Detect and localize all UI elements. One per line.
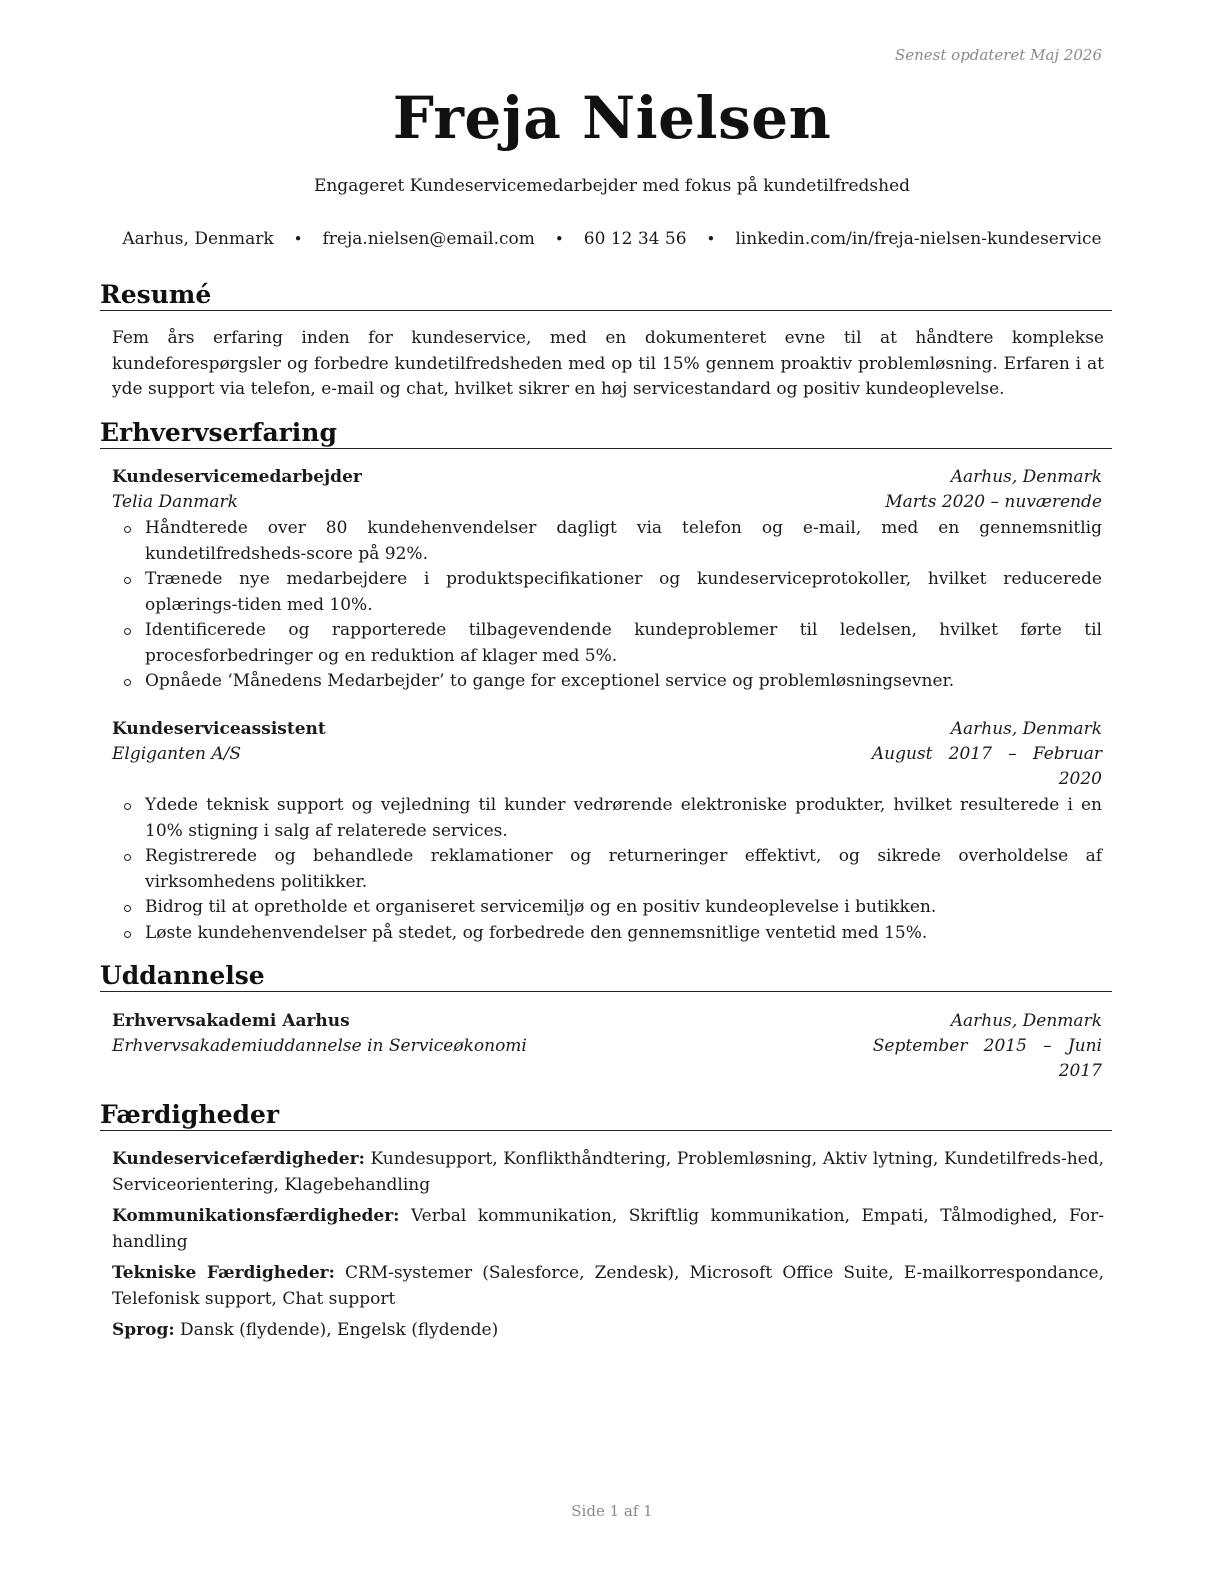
skill-key: Kommunikationsfærdigheder: — [112, 1206, 400, 1226]
circle-bullet-icon — [124, 628, 131, 635]
circle-bullet-icon — [124, 854, 131, 861]
job-2-subheader — [112, 742, 1102, 767]
bullet-separator: • — [293, 230, 303, 248]
last-updated: Senest opdateret Maj 2026 — [894, 46, 1102, 64]
section-title-education: Uddannelse — [100, 961, 1112, 992]
job-2-dates-cont — [112, 767, 1102, 792]
skill-key: Kundeservicefærdigheder: — [112, 1149, 365, 1169]
list-item: Registrerede og behandlede reklamationer og returneringer effektivt, og sikrede overholdelse af virksomhedens politikker. — [112, 844, 1102, 895]
circle-bullet-icon — [124, 577, 131, 584]
contact-email[interactable]: freja.nielsen@email.com — [322, 229, 535, 249]
circle-bullet-icon — [124, 526, 131, 533]
contact-location: Aarhus, Denmark — [122, 229, 274, 249]
skill-value: Dansk (flydende), Engelsk (flydende) — [180, 1320, 499, 1340]
contact-line — [0, 229, 1224, 249]
job-role: Kundeserviceassistent — [112, 719, 326, 739]
list-item: Identificerede og rapporterede tilbagevendende kundeproblemer til ledelsen, hvilket førte til procesforbedringer og en reduktion af klager med 5%. — [112, 618, 1102, 669]
skill-row — [112, 1204, 1104, 1255]
education-dates-cont-row — [112, 1059, 1102, 1084]
job-1-bullets — [112, 516, 1102, 695]
list-item: Løste kundehenvendelser på stedet, og forbedrede den gennemsnitlige ventetid med 15%. — [112, 921, 1102, 947]
skill-row — [112, 1261, 1104, 1312]
school-name: Erhvervsakademi Aarhus — [112, 1011, 350, 1031]
skill-value: Verbal kommunikation, Skriftlig kommunikation, Empati, Tålmodighed, For-handling — [112, 1206, 1104, 1252]
skill-value: Kundesupport, Konflikthåndtering, Problemløsning, Aktiv lytning, Kundetilfreds-hed, Serviceorientering, Klagebehandling — [112, 1149, 1104, 1195]
section-title-experience: Erhvervserfaring — [100, 418, 1112, 449]
list-item: Opnåede ‘Månedens Medarbejder’ to gange for exceptionel service og problemløsningsevner. — [112, 669, 1102, 695]
circle-bullet-icon — [124, 931, 131, 938]
job-1-subheader — [112, 490, 1102, 515]
list-item: Håndterede over 80 kundehenvendelser dagligt via telefon og e-mail, med en gennemsnitlig kundetilfredsheds-score på 92%. — [112, 516, 1102, 567]
bullet-separator: • — [554, 230, 564, 248]
education-dates: September 2015 – Juni — [872, 1036, 1102, 1056]
job-role: Kundeservicemedarbejder — [112, 467, 362, 487]
job-location: Aarhus, Denmark — [950, 719, 1102, 739]
contact-linkedin[interactable]: linkedin.com/in/freja-nielsen-kundeservice — [735, 229, 1102, 249]
list-item: Bidrog til at opretholde et organiseret servicemiljø og en positiv kundeoplevelse i butikken. — [112, 895, 1102, 921]
job-1-header — [112, 465, 1102, 490]
section-title-summary: Resumé — [100, 280, 1112, 311]
education-header — [112, 1009, 1102, 1034]
job-2-bullets — [112, 793, 1102, 946]
list-item: Trænede nye medarbejdere i produktspecifikationer og kundeserviceprotokoller, hvilket reducerede oplærings-tiden med 10%. — [112, 567, 1102, 618]
job-dates: August 2017 – Februar — [871, 744, 1102, 764]
list-item: Ydede teknisk support og vejledning til kunder vedrørende elektroniske produkter, hvilket resulterede i en 10% stigning i salg af relaterede services. — [112, 793, 1102, 844]
skill-key: Sprog: — [112, 1320, 175, 1340]
education-subheader — [112, 1034, 1102, 1059]
education-dates-cont: 2017 — [1058, 1061, 1102, 1081]
circle-bullet-icon — [124, 679, 131, 686]
job-2-header — [112, 717, 1102, 742]
job-company: Elgiganten A/S — [112, 744, 242, 764]
contact-phone: 60 12 34 56 — [583, 229, 687, 249]
candidate-name: Freja Nielsen — [392, 84, 832, 152]
circle-bullet-icon — [124, 905, 131, 912]
job-location: Aarhus, Denmark — [950, 467, 1102, 487]
job-company: Telia Danmark — [112, 492, 238, 512]
summary-text: Fem års erfaring inden for kundeservice, med en dokumenteret evne til at håndtere komplekse kundeforespørgsler og forbedre kundetilfredsheden med op til 15% gennem proaktiv problemløsning. Erfaren i at yde support via telefon, e-mail og chat, hvilket sikrer en høj servicestandard og positiv kundeoplevelse. — [112, 328, 1104, 399]
skill-row — [112, 1318, 1104, 1344]
school-location: Aarhus, Denmark — [950, 1011, 1102, 1031]
section-title-skills: Færdigheder — [100, 1100, 1112, 1131]
skill-key: Tekniske Færdigheder: — [112, 1263, 335, 1283]
job-dates-cont: 2020 — [1058, 769, 1102, 789]
job-dates: Marts 2020 – nuværende — [885, 492, 1102, 512]
degree: Erhvervsakademiuddannelse in Serviceøkonomi — [112, 1036, 527, 1056]
page-number: Side 1 af 1 — [571, 1502, 653, 1520]
skill-value: CRM-systemer (Salesforce, Zendesk), Microsoft Office Suite, E-mailkorrespondance, Telefonisk support, Chat support — [112, 1263, 1105, 1309]
circle-bullet-icon — [124, 803, 131, 810]
skill-row — [112, 1147, 1104, 1198]
bullet-separator: • — [706, 230, 716, 248]
tagline: Engageret Kundeservicemedarbejder med fokus på kundetilfredshed — [313, 176, 911, 196]
